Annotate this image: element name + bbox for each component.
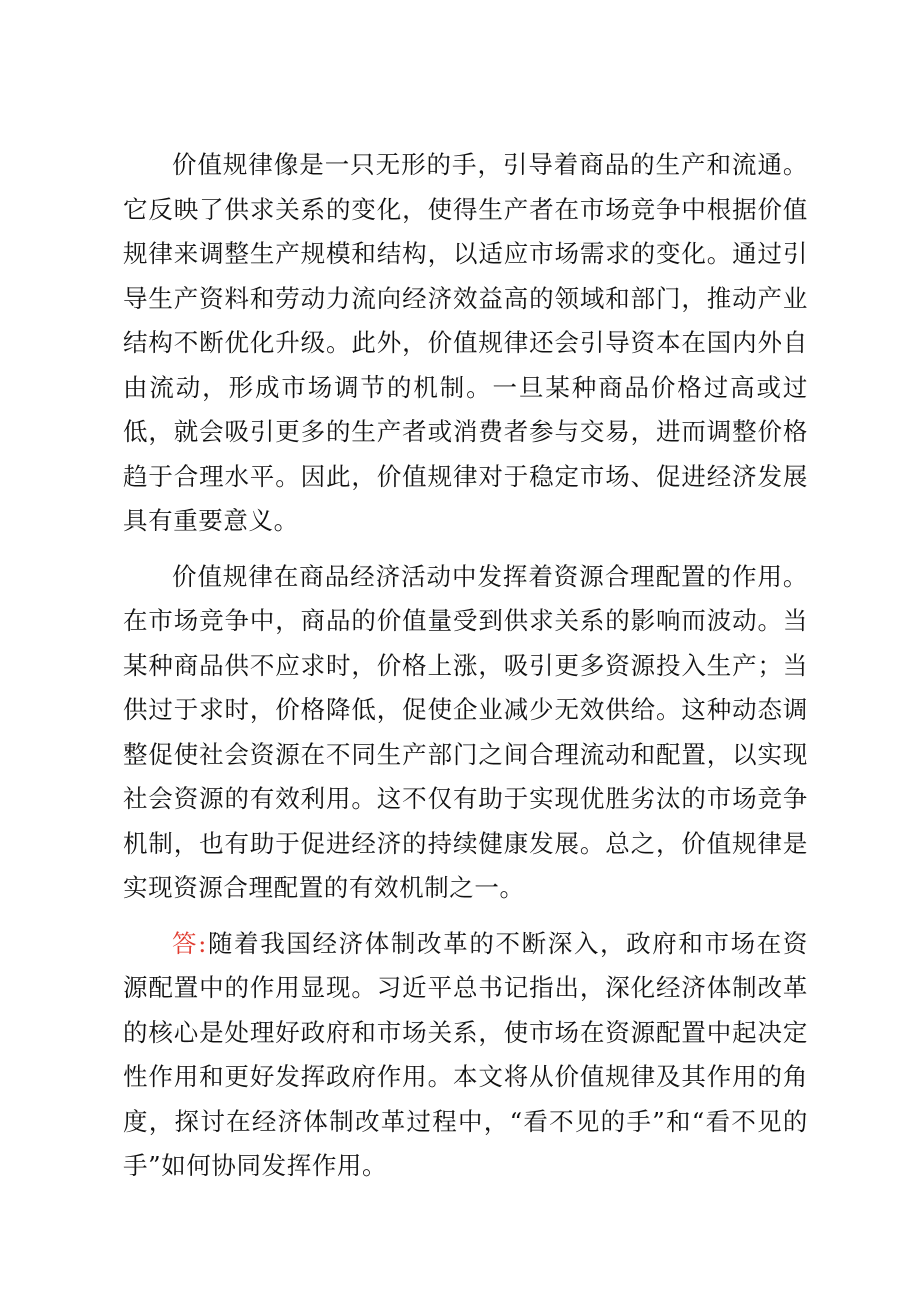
paragraph-2: 价值规律在商品经济活动中发挥着资源合理配置的作用。在市场竞争中，商品的价值量受到供求关系的影响而波动。当某种商品供不应求时，价格上涨，吸引更多资源投入生产；当供过于求时，价格降低，促使企业减少无效供给。这种动态调整促使社会资源在不同生产部门之间合理流动和配置，以实现社会资源的有效利用。这不仅有助于实现优胜劣汰的市场竞争机制，也有助于促进经济的持续健康发展。总之，价值规律是实现资源合理配置的有效机制之一。: [123, 561, 808, 902]
answer-paragraph: [123, 922, 808, 1189]
answer-label: 答:: [172, 928, 207, 958]
document-body: [123, 143, 808, 1200]
answer-text: 随着我国经济体制改革的不断深入，政府和市场在资源配置中的作用显现。习近平总书记指出，深化经济体制改革的核心是处理好政府和市场关系，使市场在资源配置中起决定性作用和更好发挥政府作用。本文将从价值规律及其作用的角度，探讨在经济体制改革过程中，“看不见的手”和“看不见的手”如何协同发挥作用。: [123, 928, 808, 1180]
paragraph-1: 价值规律像是一只无形的手，引导着商品的生产和流通。它反映了供求关系的变化，使得生产者在市场竞争中根据价值规律来调整生产规模和结构，以适应市场需求的变化。通过引导生产资料和劳动力流向经济效益高的领域和部门，推动产业结构不断优化升级。此外，价值规律还会引导资本在国内外自由流动，形成市场调节的机制。一旦某种商品价格过高或过低，就会吸引更多的生产者或消费者参与交易，进而调整价格趋于合理水平。因此，价值规律对于稳定市场、促进经济发展具有重要意义。: [123, 150, 808, 535]
